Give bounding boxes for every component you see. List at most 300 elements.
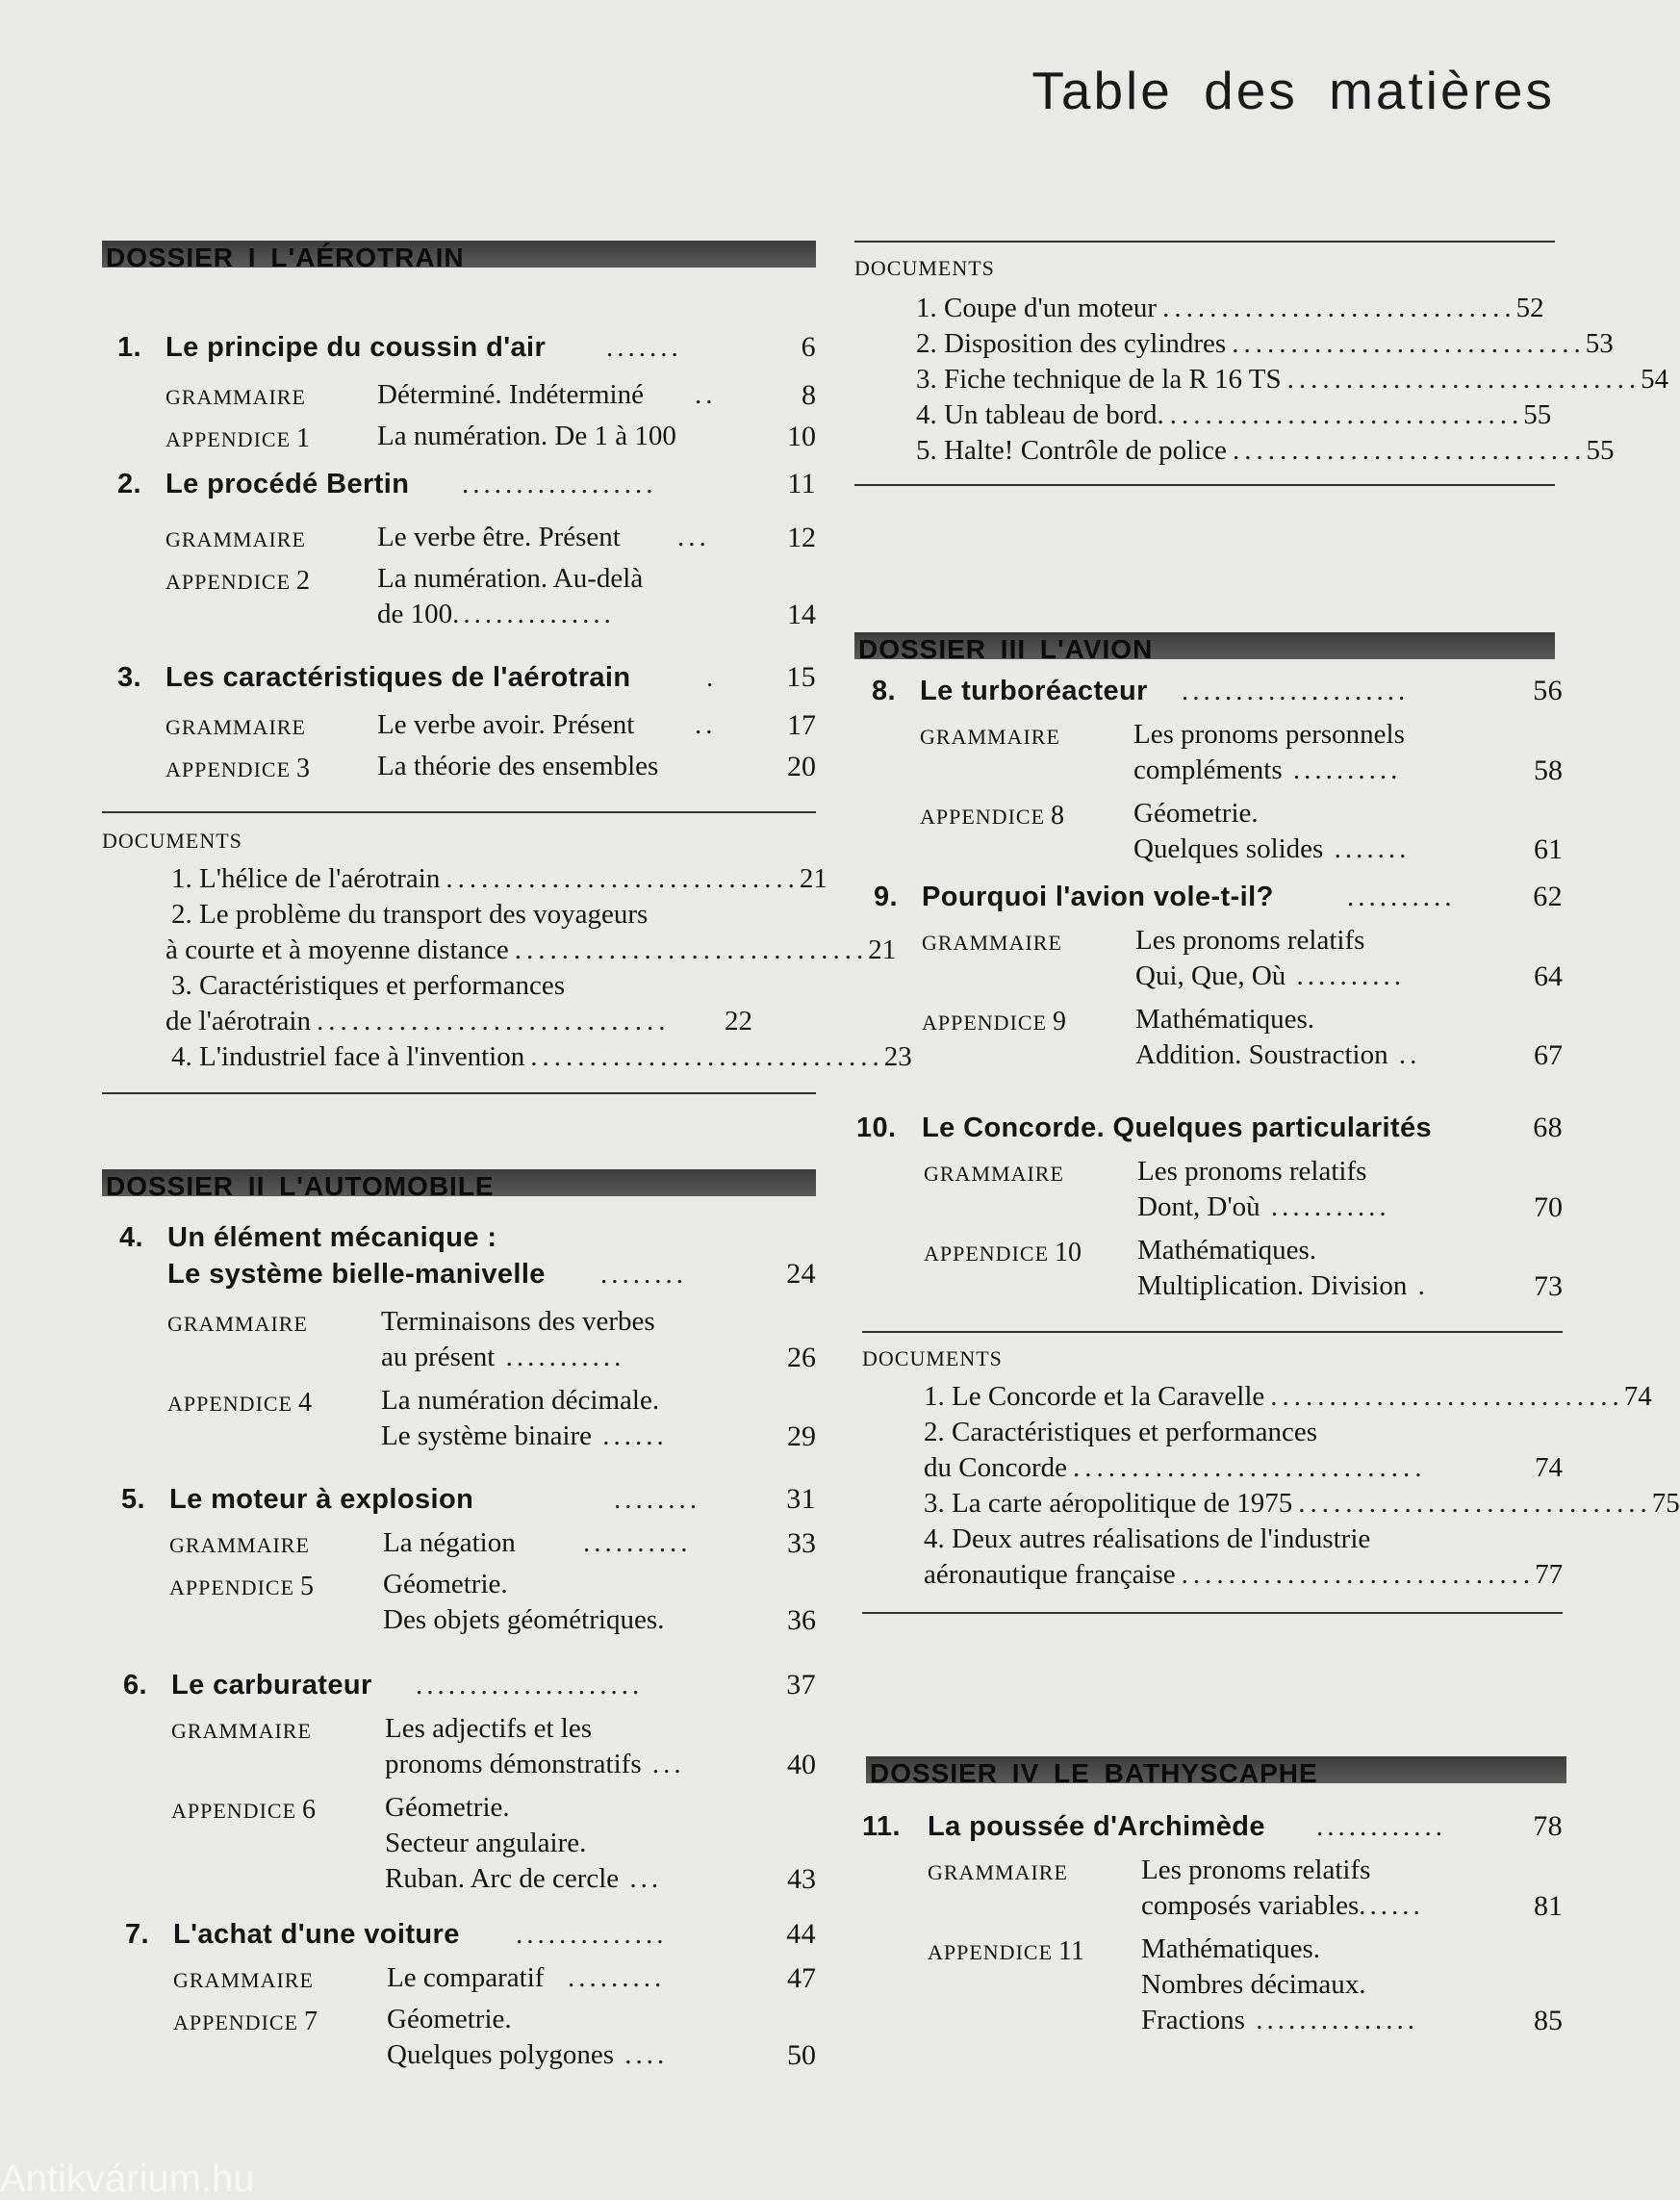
page-number: 64 [1534, 960, 1563, 992]
grammar-entry [102, 520, 816, 555]
dot-leader: .............................. [1169, 399, 1524, 430]
chapter-number: 8. [872, 676, 896, 706]
chapter-title: Le procédé Bertin [165, 469, 410, 499]
dot-leader: . [706, 662, 718, 693]
entry-text-line: Multiplication. Division [1137, 1270, 1408, 1301]
chapter-entry [854, 673, 1563, 709]
documents-list [854, 1379, 1680, 1593]
appendix-entry [854, 1002, 1563, 1073]
grammar-entry [102, 1525, 816, 1561]
dot-leader: ........ [614, 1484, 700, 1515]
dot-leader: .............................. [514, 934, 869, 965]
document-entry-cont [924, 1557, 1563, 1593]
appendice-number: 6 [302, 1795, 317, 1825]
entry-text: Les pronoms personnels [1133, 719, 1405, 750]
chapter-title: La poussée d'Archimède [928, 1811, 1265, 1842]
document-title: 4. Un tableau de bord. [916, 399, 1164, 430]
appendice-word: APPENDICE [173, 2010, 299, 2034]
page-number: 36 [787, 1604, 816, 1636]
grammar-entry [854, 923, 1563, 994]
document-entry [924, 1522, 1563, 1557]
document-title: 1. L'hélice de l'aérotrain [171, 863, 441, 894]
entry-text: La théorie des ensembles [377, 751, 659, 781]
appendice-label [928, 1933, 1084, 1970]
dot-leader: ..................... [1182, 676, 1410, 706]
chapter-number: 1. [117, 332, 141, 363]
entry-text [1135, 959, 1405, 994]
chapter-entry-cont [102, 1256, 816, 1292]
entry-text: Nombres décimaux. [1141, 1969, 1366, 2000]
entry-text: La numération. De 1 à 100 [377, 421, 676, 451]
document-entry [924, 1486, 1680, 1522]
page-number: 40 [787, 1749, 816, 1780]
dot-leader: ........ [600, 1259, 687, 1290]
dossier-title: DOSSIER II L'AUTOMOBILE [106, 1171, 495, 1201]
page-number: 58 [1534, 755, 1563, 786]
entry-text: Le verbe être. Présent [377, 522, 621, 552]
entry-text: Mathématiques. [1135, 1004, 1315, 1035]
page-number: 67 [1534, 1039, 1563, 1071]
entry-text [385, 1747, 685, 1782]
chapter-number: 9. [874, 882, 898, 912]
chapter-number: 3. [117, 662, 141, 693]
page-number: 15 [786, 661, 816, 693]
dot-leader: .... [614, 2039, 669, 2070]
appendice-number: 10 [1055, 1238, 1082, 1267]
entry-text: La négation [383, 1527, 516, 1558]
chapter-entry [854, 879, 1563, 915]
entry-text [385, 1861, 662, 1897]
dot-leader: .............................. [1270, 1381, 1624, 1412]
appendice-word: APPENDICE [165, 427, 292, 451]
entry-text: Le comparatif [387, 1962, 545, 1993]
entry-text: La numération. Au-delà [377, 563, 644, 594]
dot-leader: .............................. [1232, 435, 1587, 466]
grammaire-label: GRAMMAIRE [920, 725, 1060, 749]
dot-leader: ...... [1359, 1890, 1424, 1921]
grammar-entry [102, 707, 816, 743]
appendice-label [169, 1569, 314, 1605]
page-number: 81 [1534, 1890, 1563, 1922]
page-number: 43 [787, 1863, 816, 1895]
document-title: du Concorde [924, 1452, 1067, 1483]
document-entry [165, 897, 752, 933]
dot-leader: .............................. [530, 1041, 884, 1072]
chapter-title: Un élément mécanique : [167, 1222, 497, 1253]
chapter-title: Le moteur à explosion [169, 1484, 474, 1515]
appendix-entry [102, 561, 816, 632]
page-number: 56 [1533, 675, 1563, 706]
appendice-label [920, 798, 1064, 834]
entry-text: Géometrie. [387, 2004, 512, 2034]
dossier-header [854, 632, 1555, 664]
dot-leader: ..................... [416, 1670, 644, 1701]
document-title: de l'aérotrain [165, 1006, 311, 1036]
entry-text-line: Le système binaire [381, 1420, 593, 1451]
appendice-number: 9 [1053, 1007, 1067, 1036]
dot-leader: .............................. [1073, 1452, 1427, 1483]
page-number: 74 [1623, 1381, 1652, 1412]
page-number: 85 [1534, 2005, 1563, 2036]
page-number: 22 [725, 1006, 752, 1036]
chapter-number: 6. [123, 1670, 147, 1701]
appendice-number: 11 [1058, 1936, 1084, 1966]
dot-leader: ........... [495, 1342, 625, 1372]
chapter-entry [102, 466, 816, 502]
page-number: 26 [787, 1342, 816, 1373]
divider [102, 811, 816, 813]
entry-text [1141, 2003, 1418, 2038]
documents-list [854, 291, 1669, 469]
appendix-entry [102, 2002, 816, 2073]
chapter-number: 10. [856, 1113, 897, 1143]
appendice-number: 2 [296, 566, 311, 596]
entry-text: Des objets géométriques. [383, 1604, 665, 1635]
entry-text: Le verbe avoir. Présent [377, 709, 635, 740]
document-entry-cont [165, 1004, 752, 1039]
appendice-word: APPENDICE [920, 805, 1046, 829]
page-number: 33 [787, 1527, 816, 1559]
entry-text [1137, 1190, 1390, 1225]
entry-text: Déterminé. Indéterminé [377, 379, 644, 410]
dot-leader: .......... [1285, 960, 1406, 991]
dot-leader: .............................. [1286, 364, 1642, 395]
grammaire-label: GRAMMAIRE [171, 1719, 312, 1743]
dot-leader: .............................. [445, 863, 800, 894]
chapter-entry [854, 1808, 1563, 1845]
entry-text [1133, 753, 1401, 788]
entry-text-line: Quelques polygones [387, 2039, 614, 2070]
document-entry [916, 362, 1669, 397]
entry-text-line: Addition. Soustraction [1135, 1039, 1388, 1070]
entry-text-line: Quelques solides [1133, 833, 1324, 864]
dot-leader: ...... [592, 1420, 668, 1451]
page-number: 55 [1523, 399, 1552, 430]
page-number: 44 [786, 1918, 816, 1950]
grammar-entry [102, 1711, 816, 1782]
page-number: 17 [787, 709, 816, 741]
dot-leader: .......... [1347, 882, 1456, 912]
appendix-entry [854, 1233, 1563, 1304]
dot-leader: .......... [1282, 755, 1402, 785]
dossier-header [866, 1756, 1566, 1788]
grammar-entry [854, 1853, 1563, 1924]
page-number: 50 [787, 2039, 816, 2071]
grammar-entry [854, 717, 1563, 788]
dossier-title: DOSSIER I L'AÉROTRAIN [106, 243, 465, 272]
page-number: 47 [787, 1962, 816, 1994]
document-entry [916, 326, 1614, 362]
divider [102, 1092, 816, 1094]
appendice-word: APPENDICE [167, 1392, 293, 1416]
entry-text: Mathématiques. [1141, 1933, 1321, 1964]
dot-leader: ... [619, 1863, 663, 1894]
appendice-word: APPENDICE [165, 570, 292, 594]
dot-leader: .............................. [1298, 1488, 1652, 1519]
chapter-title: Le Concorde. Quelques particularités [922, 1113, 1433, 1143]
page-number: 23 [883, 1041, 912, 1072]
dot-leader: ........... [1260, 1191, 1390, 1222]
entry-text: Géometrie. [1133, 798, 1259, 829]
grammaire-label: GRAMMAIRE [167, 1312, 308, 1336]
chapter-entry [102, 1667, 816, 1703]
entry-text-line: compléments [1133, 755, 1283, 785]
watermark: Antikvárium.hu [0, 2158, 255, 2200]
page-title: Table des matières [1031, 61, 1555, 120]
appendice-label [922, 1004, 1066, 1040]
page-number: 20 [787, 751, 816, 782]
dossier-title: DOSSIER III L'AVION [858, 634, 1154, 664]
grammar-entry [102, 1960, 816, 1996]
chapter-entry [102, 659, 816, 696]
document-title: aéronautique française [924, 1559, 1176, 1590]
grammaire-label: GRAMMAIRE [924, 1162, 1064, 1186]
dot-leader: ....... [606, 332, 682, 363]
document-entry [165, 968, 752, 1004]
appendix-entry [102, 1383, 816, 1454]
entry-text-line: pronoms démonstratifs [385, 1749, 642, 1779]
documents-list [102, 861, 912, 1075]
entry-text-line: Dont, D'où [1137, 1191, 1260, 1222]
entry-text [387, 2037, 668, 2073]
entry-text [1133, 831, 1410, 867]
dot-leader: .............................. [1162, 293, 1516, 323]
chapter-title: Le système bielle-manivelle [167, 1259, 546, 1290]
grammaire-label: GRAMMAIRE [165, 385, 306, 409]
documents-label: DOCUMENTS [102, 829, 242, 853]
document-title: 2. Caractéristiques et performances [924, 1417, 1318, 1447]
appendice-number: 3 [296, 754, 311, 783]
page-number: 53 [1585, 328, 1614, 359]
appendice-word: APPENDICE [924, 1241, 1050, 1266]
appendice-label [173, 2004, 318, 2040]
document-title: 2. Disposition des cylindres [916, 328, 1227, 359]
entry-text [377, 597, 615, 632]
dot-leader: ... [677, 522, 710, 552]
appendice-word: APPENDICE [171, 1799, 297, 1823]
appendice-number: 7 [304, 2007, 318, 2036]
entry-text [381, 1419, 668, 1454]
dot-leader: .............................. [1232, 328, 1586, 359]
left-column [102, 241, 912, 2073]
entry-text-line: Fractions [1141, 2005, 1245, 2035]
page-number: 21 [868, 934, 897, 965]
document-title: 1. Coupe d'un moteur [916, 293, 1158, 323]
dot-leader: . [1407, 1270, 1429, 1301]
document-entry [924, 1415, 1563, 1450]
dossier-header [102, 1169, 816, 1201]
document-entry-cont [165, 933, 897, 968]
page-number: 77 [1535, 1559, 1564, 1590]
dot-leader: .. [695, 379, 717, 410]
page-number: 73 [1534, 1270, 1563, 1302]
divider [854, 484, 1555, 486]
page-number: 8 [802, 379, 816, 411]
grammaire-label: GRAMMAIRE [165, 527, 306, 551]
appendice-label [167, 1385, 312, 1421]
entry-text-line: composés variables [1141, 1890, 1360, 1921]
appendix-entry [102, 1790, 816, 1897]
page-number: 74 [1535, 1452, 1563, 1483]
document-entry [916, 397, 1552, 433]
chapter-entry [854, 1110, 1563, 1146]
document-title: 3. Fiche technique de la R 16 TS [916, 364, 1282, 395]
page-number: 70 [1534, 1191, 1563, 1223]
chapter-number: 7. [125, 1919, 149, 1950]
appendix-entry [854, 796, 1563, 867]
entry-text: Géometrie. [385, 1792, 510, 1823]
document-title: 3. La carte aéropolitique de 1975 [924, 1488, 1293, 1519]
page-number: 6 [801, 331, 816, 363]
page-number: 78 [1533, 1810, 1563, 1842]
documents-label: DOCUMENTS [854, 256, 995, 280]
appendice-label [165, 421, 310, 457]
grammaire-label: GRAMMAIRE [928, 1860, 1068, 1884]
entry-text [1137, 1268, 1429, 1304]
dot-leader: ............... [1244, 2005, 1418, 2035]
document-title: à courte et à moyenne distance [165, 934, 509, 965]
page-number: 21 [799, 863, 827, 894]
chapter-number: 2. [117, 469, 141, 499]
appendix-entry [854, 1931, 1563, 2038]
page-number: 11 [787, 468, 816, 499]
dot-leader: .............................. [316, 1006, 671, 1036]
document-title: 4. Deux autres réalisations de l'industrie [924, 1523, 1371, 1554]
page-number: 55 [1586, 435, 1615, 466]
entry-text-line: Qui, Que, Où [1135, 960, 1286, 991]
appendice-number: 4 [298, 1388, 313, 1418]
appendice-number: 5 [300, 1572, 315, 1601]
grammaire-label: GRAMMAIRE [165, 715, 306, 739]
dot-leader: .......... [583, 1527, 692, 1558]
divider [862, 1612, 1563, 1614]
entry-text [1135, 1037, 1420, 1073]
dot-leader: .............. [516, 1919, 668, 1950]
dot-leader: ....... [1323, 833, 1411, 864]
chapter-entry [102, 1481, 816, 1518]
entry-text [1141, 1888, 1424, 1924]
page-number: 62 [1533, 881, 1563, 912]
chapter-number: 4. [119, 1222, 143, 1253]
page-number: 37 [786, 1669, 816, 1701]
appendice-label [165, 751, 310, 787]
entry-text-line: au présent [381, 1342, 496, 1372]
chapter-entry [102, 1219, 816, 1256]
entry-text: Les pronoms relatifs [1137, 1156, 1367, 1187]
appendix-entry [102, 1567, 816, 1638]
entry-text: Les pronoms relatifs [1141, 1855, 1371, 1885]
appendice-word: APPENDICE [165, 757, 292, 781]
appendice-label [165, 563, 310, 600]
dot-leader: ......... [568, 1962, 666, 1993]
chapter-title: Les caractéristiques de l'aérotrain [165, 662, 631, 693]
page-number: 12 [787, 522, 816, 553]
documents-label: DOCUMENTS [862, 1346, 1003, 1370]
page-number: 52 [1515, 293, 1544, 323]
dossier-header [102, 241, 816, 272]
entry-text-line: Ruban. Arc de cercle [385, 1863, 620, 1894]
chapter-entry [102, 1916, 816, 1953]
document-entry [924, 1379, 1652, 1415]
document-title: 1. Le Concorde et la Caravelle [924, 1381, 1265, 1412]
dot-leader: .. [1387, 1039, 1421, 1070]
page-number: 68 [1533, 1112, 1563, 1143]
document-title: 4. L'industriel face à l'invention [171, 1041, 525, 1072]
grammar-entry [102, 377, 816, 413]
page-number: 75 [1651, 1488, 1680, 1519]
appendice-word: APPENDICE [169, 1575, 295, 1599]
entry-text: Les adjectifs et les [385, 1713, 592, 1744]
right-column [854, 241, 1680, 2038]
entry-text: Géometrie. [383, 1569, 508, 1599]
document-entry [916, 291, 1544, 326]
entry-text [381, 1340, 624, 1375]
divider [862, 1331, 1563, 1333]
chapter-title: Pourquoi l'avion vole-t-il? [922, 882, 1274, 912]
document-title: 2. Le problème du transport des voyageurs [171, 899, 649, 930]
grammaire-label: GRAMMAIRE [922, 931, 1062, 955]
grammar-entry [854, 1154, 1563, 1225]
page-number: 24 [786, 1258, 816, 1290]
appendice-number: 8 [1051, 801, 1065, 831]
page-number: 10 [787, 421, 816, 452]
grammaire-label: GRAMMAIRE [169, 1533, 310, 1557]
entry-text: La numération décimale. [381, 1385, 660, 1416]
dot-leader: .................. [462, 469, 657, 499]
document-entry [916, 433, 1615, 469]
appendice-label [171, 1792, 316, 1829]
chapter-title: Le turboréacteur [920, 676, 1148, 706]
document-entry-cont [924, 1450, 1563, 1486]
divider [854, 241, 1555, 243]
document-title: 3. Caractéristiques et performances [171, 970, 566, 1001]
chapter-title: Le principe du coussin d'air [165, 332, 547, 363]
appendice-label [924, 1235, 1082, 1271]
chapter-title: Le carburateur [171, 1670, 372, 1701]
grammaire-label: GRAMMAIRE [173, 1968, 314, 1992]
chapter-title: L'achat d'une voiture [173, 1919, 460, 1950]
appendice-number: 1 [296, 423, 311, 453]
page-number: 61 [1534, 833, 1563, 865]
dot-leader: .. [695, 709, 717, 740]
grammar-entry [102, 1304, 816, 1375]
page-number: 29 [787, 1420, 816, 1452]
document-entry [165, 861, 827, 897]
dot-leader: ............... [452, 599, 615, 629]
document-entry [165, 1039, 912, 1075]
dot-leader: ............ [1316, 1811, 1446, 1842]
document-title: 5. Halte! Contrôle de police [916, 435, 1227, 466]
page-number: 54 [1641, 364, 1669, 395]
entry-text: Secteur angulaire. [385, 1828, 587, 1858]
appendice-word: APPENDICE [928, 1940, 1054, 1964]
chapter-number: 5. [121, 1484, 145, 1515]
chapter-entry [102, 329, 816, 366]
appendix-entry [102, 749, 816, 784]
dossier-title: DOSSIER IV LE BATHYSCAPHE [870, 1758, 1318, 1788]
page-number: 14 [787, 599, 816, 630]
entry-text: Mathématiques. [1137, 1235, 1317, 1266]
chapter-number: 11. [862, 1811, 901, 1842]
dot-leader: .............................. [1181, 1559, 1536, 1590]
page-number: 31 [786, 1483, 816, 1515]
entry-text: Les pronoms relatifs [1135, 925, 1365, 956]
appendice-word: APPENDICE [922, 1010, 1048, 1035]
dot-leader: ... [641, 1749, 685, 1779]
appendix-entry [102, 419, 816, 454]
entry-text: Terminaisons des verbes [381, 1306, 655, 1337]
entry-text-line: de 100 [377, 599, 453, 629]
